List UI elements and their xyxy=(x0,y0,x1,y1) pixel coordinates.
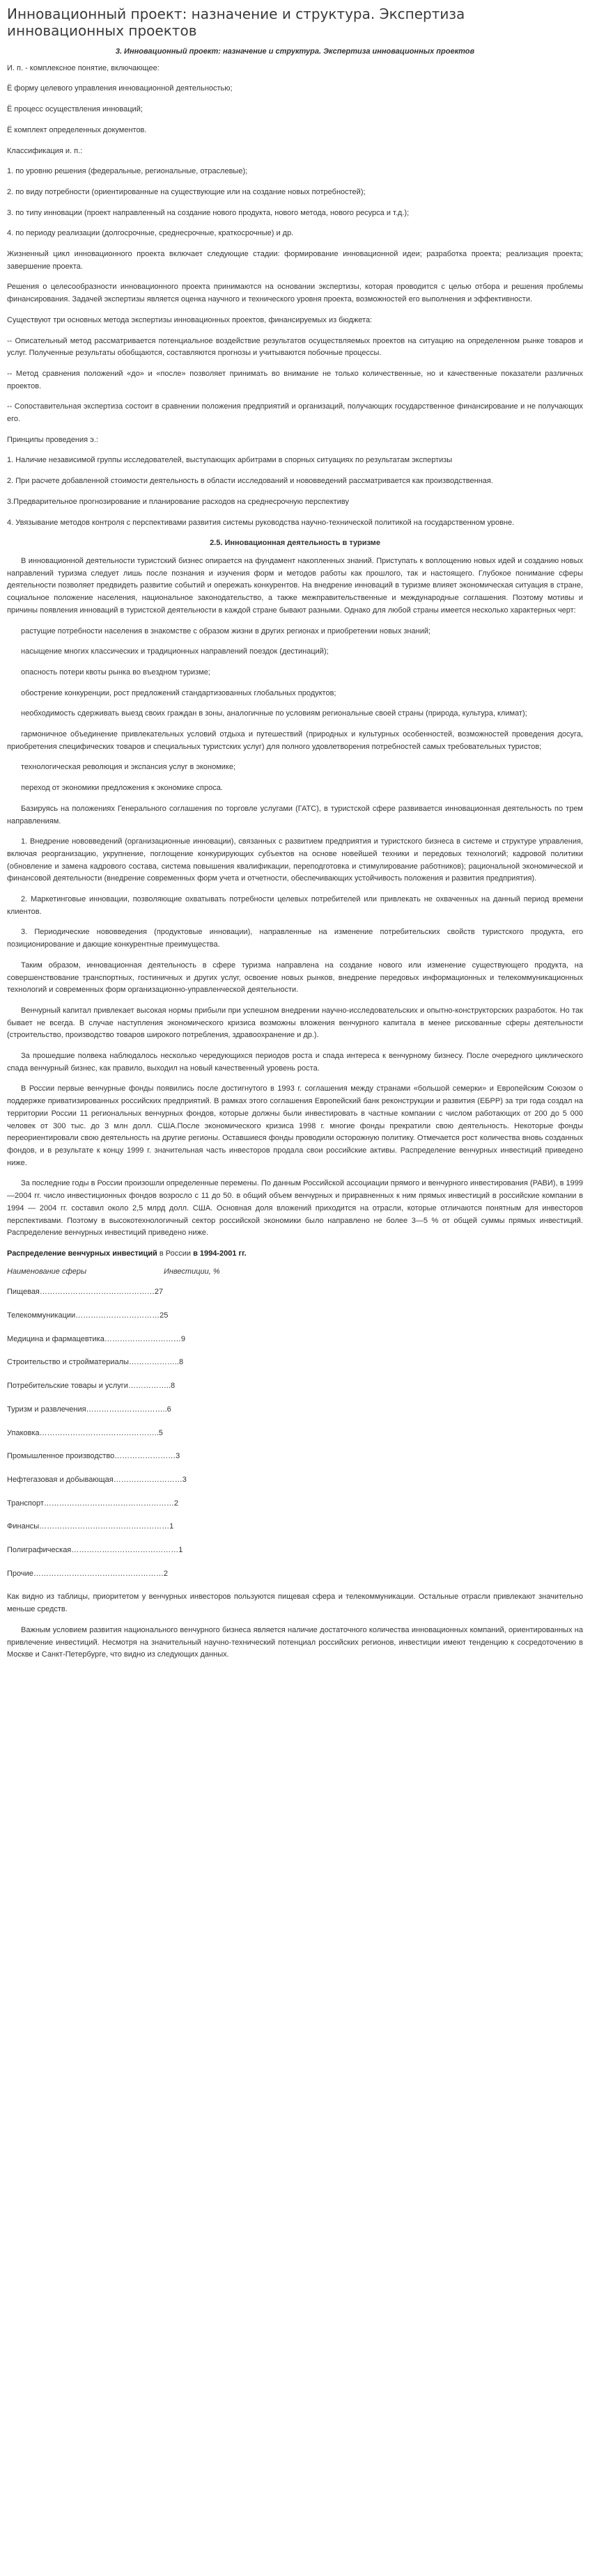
table-row: Транспорт……………………………………………2 xyxy=(7,1499,179,1508)
feature-item: насыщение многих классических и традиционных направлений поездок (дестинаций); xyxy=(21,647,329,656)
final-paragraph: Важным условием развития национального венчурного бизнеса является наличие достаточного количества инновационных компаний, ориентированных на привлечение инвестиций. Несмотря на значительный научно-технический потенциал российских регионов, инвестиции имеют тенденцию к сосредоточению в Москве и Санкт-Петербурге, что видно из следующих данных. xyxy=(7,1625,583,1659)
section-heading-tourism: 2.5. Инновационная деятельность в туризме xyxy=(210,539,380,548)
section-3-paragraph: И. п. - комплексное понятие, включающее: xyxy=(7,63,160,72)
feature-item: растущие потребности населения в знакомстве с образом жизни в других регионах и приобретении новых знаний; xyxy=(21,626,431,635)
document-body xyxy=(7,46,583,1661)
table-row: Телекоммуникации……………………………25 xyxy=(7,1311,169,1320)
table-header xyxy=(7,1266,583,1279)
table-header-investments: Инвестиции, % xyxy=(164,1267,220,1276)
table-row: Полиграфическая……………………………………1 xyxy=(7,1546,183,1555)
table-row: Строительство и стройматериалы………………..8 xyxy=(7,1358,184,1367)
feature-item: обострение конкуренции, рост предложений стандартизованных глобальных продуктов; xyxy=(21,688,336,697)
section-3-paragraph: 2. При расчете добавленной стоимости деятельность в области исследований и нововведений рассматривается как производственная. xyxy=(7,477,493,486)
section-3-paragraphs xyxy=(7,63,583,530)
table-title-bold: Распределение венчурных инвестиций xyxy=(7,1249,157,1258)
gats-paragraph: Базируясь на положениях Генерального соглашения по торговле услугами (ГАТС), в туристской сфере развивается инновационная деятельность по трем направлениям. xyxy=(7,804,583,825)
table-row: Промышленное производство……………………3 xyxy=(7,1452,180,1461)
section-3-paragraph: 1. Наличие независимой группы исследователей, выступающих арбитрами в спорных ситуациях по результатам экспертизы xyxy=(7,456,453,465)
venture-paragraph-4: За последние годы в России произошли определенные перемены. По данным Российской ассоциации прямого и венчурного инвестирования (РАВИ), в 1999—2004 гг. число инвестиционных фондов возросло с 11 до 50. в общий объем венчурных и приравненных к ним прямых инвестиций в российские компании в 1994 — 2004 гг. составил около 2,5 млрд долл. США. Основная доля вложений приходится на отрасли, которые отличаются понятным для инвесторов перспективами. Поэтому в высокотехнологичный сектор российской экономики было направлено не более 3—5 % от общей суммы прямых инвестиций. Распределение венчурных инвестиций приведено ниже. xyxy=(7,1179,583,1238)
section-3-paragraph: 2. по виду потребности (ориентированные на существующие или на создание новых потребностей); xyxy=(7,187,366,196)
section-heading: 3. Инновационный проект: назначение и структура. Экспертиза инновационных проектов xyxy=(115,47,475,56)
section-3-paragraph: Принципы проведения э.: xyxy=(7,435,98,444)
table-title-mid: в xyxy=(157,1249,166,1258)
venture-paragraph-1: Венчурный капитал привлекает высокая нормы прибыли при успешном внедрении научно-исследовательских и опытно-конструкторских разработок. Но так бывает не всегда. В случае наступления экономического кризиса возможны вложения венчурного капитала в менее рискованные сферы деятельности (строительство, производство товаров широкого потребления, здравоохранение и др.). xyxy=(7,1006,583,1040)
table-row: Упаковка………………………………………..5 xyxy=(7,1428,163,1437)
feature-item: переход от экономики предложения к экономике спроса. xyxy=(21,784,223,793)
section-3-paragraph: Существуют три основных метода экспертизы инновационных проектов, финансируемых из бюджета: xyxy=(7,315,373,324)
page-title: Инновационный проект: назначение и структура. Экспертиза инновационных проектов xyxy=(7,6,465,39)
table-row: Нефтегазовая и добывающая………………………3 xyxy=(7,1475,187,1484)
section-3-paragraph: Жизненный цикл инновационного проекта включает следующие стадии: формирование инновационной идеи; разработка проекта; реализация проекта; завершение проекта. xyxy=(7,250,583,271)
direction-item: 3. Периодические нововведения (продуктовые инновации), направленные на изменение потребительских свойств туристского продукта, его позиционирование и дающие конкурентные преимущества. xyxy=(7,928,583,949)
table-title-years: в 1994-2001 гг. xyxy=(191,1249,247,1258)
section-3-paragraph: Ё комплект определенных документов. xyxy=(7,125,147,134)
section-3-paragraph: -- Описательный метод рассматривается потенциальное воздействие результатов осуществляемых проектов на ситуацию на определенном рынке товаров и услуг. Полученные результаты обобщаются, составляются прогнозы и учитываются побочные процессы. xyxy=(7,336,583,358)
conclusion-paragraph: Таким образом, инновационная деятельность в сфере туризма направлена на создание нового или изменение существующего продукта, на совершенствование транспортных, гостиничных и других услуг, освоение новых рынков, внедрение передовых информационных и телекоммуникационных технологий и современных форм организационно-управленческой деятельности. xyxy=(7,961,583,995)
table-row: Туризм и развлечения…………………………..6 xyxy=(7,1405,171,1414)
section-3-paragraph: 3.Предварительное прогнозирование и планирование расходов на среднесрочную перспективу xyxy=(7,497,349,506)
table-title-country: России xyxy=(165,1249,192,1258)
feature-item: технологическая революция и экспансия услуг в экономике; xyxy=(21,763,236,772)
table-row: Финансы……………………………………………1 xyxy=(7,1522,174,1531)
table-row: Прочие……………………………………………2 xyxy=(7,1569,169,1578)
section-3-paragraph: 4. по периоду реализации (долгосрочные, среднесрочные, краткосрочные) и др. xyxy=(7,229,294,238)
table-row: Медицина и фармацевтика…………………………9 xyxy=(7,1334,185,1343)
section-3-paragraph: Классификация и. п.: xyxy=(7,146,83,155)
table-title xyxy=(7,1248,583,1261)
table-header-sphere: Наименование сферы xyxy=(7,1267,87,1276)
feature-item: гармоничное объединение привлекательных условий отдыха и путешествий (природных и культурных особенностей, возможностей проведения досуга, приобретения специфических товаров и специальных туристских услуг) для полного удовлетворения потребностей самых требовательных туристов; xyxy=(7,730,583,751)
venture-paragraph-3: В России первые венчурные фонды появились после достигнутого в 1993 г. соглашения между странами «большой семерки» и Европейским Союзом о поддержке приватизированных российских предприятий. В рамках этого соглашения Европейский банк реконструкции и развития (ЕБРР) за три года создал на территории России 11 региональных венчурных фондов, которые должны были инвестировать в частные компании с числом работающих от 200 до 5 000 человек от 300 тыс. до 3 млн долл. США.После экономического кризиса 1998 г. многие фонды прекратили свою деятельность. Некоторые фонды переориентировали свою деятельность на другие регионы. Оставшиеся фонды проводили осторожную политику. Отмечается рост количества вновь созданных фондов, и в результате к концу 1999 г. значительная часть инвесторов продала свои российские активы. Распределение венчурных инвестиций приведено ниже. xyxy=(7,1084,583,1167)
section-3-paragraph: 4. Увязывание методов контроля с перспективами развития системы руководства научно-технической политикой на государственном уровне. xyxy=(7,518,515,527)
section-3-paragraph: 1. по уровню решения (федеральные, региональные, отраслевые); xyxy=(7,167,248,176)
tourism-features-list xyxy=(7,626,583,795)
innovation-directions xyxy=(7,836,583,951)
section-3-paragraph: Ё процесс осуществления инноваций; xyxy=(7,105,143,114)
section-3-paragraph: Ё форму целевого управления инновационной деятельностью; xyxy=(7,84,233,93)
after-table-paragraph: Как видно из таблицы, приоритетом у венчурных инвесторов пользуются пищевая сфера и телекоммуникации. Остальные отрасли привлекают значительно меньше средств. xyxy=(7,1593,583,1614)
feature-item: необходимость сдерживать выезд своих граждан в зоны, аналогичные по условиям региональные своей страны (природа, культура, климат); xyxy=(21,709,527,718)
venture-paragraph-2: За прошедшие полвека наблюдалось несколько чередующихся периодов роста и спада интереса к венчурному бизнесу. После очередного циклического спада венчурный бизнес, как правило, выходил на новый качественный уровень роста. xyxy=(7,1052,583,1073)
investment-rows xyxy=(7,1286,583,1580)
section-3-paragraph: 3. по типу инновации (проект направленный на создание нового продукта, нового метода, нового ресурса и т.д.); xyxy=(7,208,410,217)
table-row: Пищевая………………………………………27 xyxy=(7,1288,164,1297)
tourism-intro: В инновационной деятельности туристский бизнес опирается на фундамент накопленных знаний. Приступать к воплощению новых идей и созданию новых направлений туризма следует лишь после познания и изучения форм и методов работы как прошлого, так и настоящего. Глубокое понимание сферы деятельности позволяет предвидеть развитие событий и опережать конкурентов. На внедрение инноваций в туризме влияет экономическая ситуация в стране, социальное положение населения, национальное законодательство, а также межправительственные и международные соглашения. Поэтому мотивы и причины появления инноваций в туристской деятельности в каждой стране бывают разными. Однако для любой страны имеется несколько характерных черт: xyxy=(7,556,583,615)
feature-item: опасность потери квоты рынка во въездном туризме; xyxy=(21,667,210,677)
section-3-paragraph: -- Метод сравнения положений «до» и «после» позволяет принимать во внимание не только количественные, но и качественные показатели различных проектов. xyxy=(7,369,583,390)
direction-item: 1. Внедрение нововведений (организационные инновации), связанных с развитием предприятия и туристского бизнеса в системе и структуре управления, включая реорганизацию, укрупнение, поглощение конкурирующих субъектов на основе новейшей техники и передовых технологий; кадровой политики (обновление и замена кадрового состава, система повышения квалификации, переподготовка и стимулирование работников); рациональной экономической и финансовой деятельности (внедрение современных форм учета и отчетности, обеспечивающих устойчивость положения и развития предприятия). xyxy=(7,837,583,883)
section-3-paragraph: -- Сопоставительная экспертиза состоит в сравнении положения предприятий и организаций, получающих государственное финансирование и не получающих его. xyxy=(7,402,583,424)
section-3-paragraph: Решения о целесообразности инновационного проекта принимаются на основании экспертизы, которая проводится с целью отбора и решения проблемы финансирования. Задачей экспертизы является оценка научного и технического уровня проекта, возможностей его выполнения и эффективности. xyxy=(7,283,583,304)
direction-item: 2. Маркетинговые инновации, позволяющие охватывать потребности целевых потребителей или привлекать не охваченных на данный период времени клиентов. xyxy=(7,895,583,916)
table-row: Потребительские товары и услуги……………..8 xyxy=(7,1382,176,1391)
